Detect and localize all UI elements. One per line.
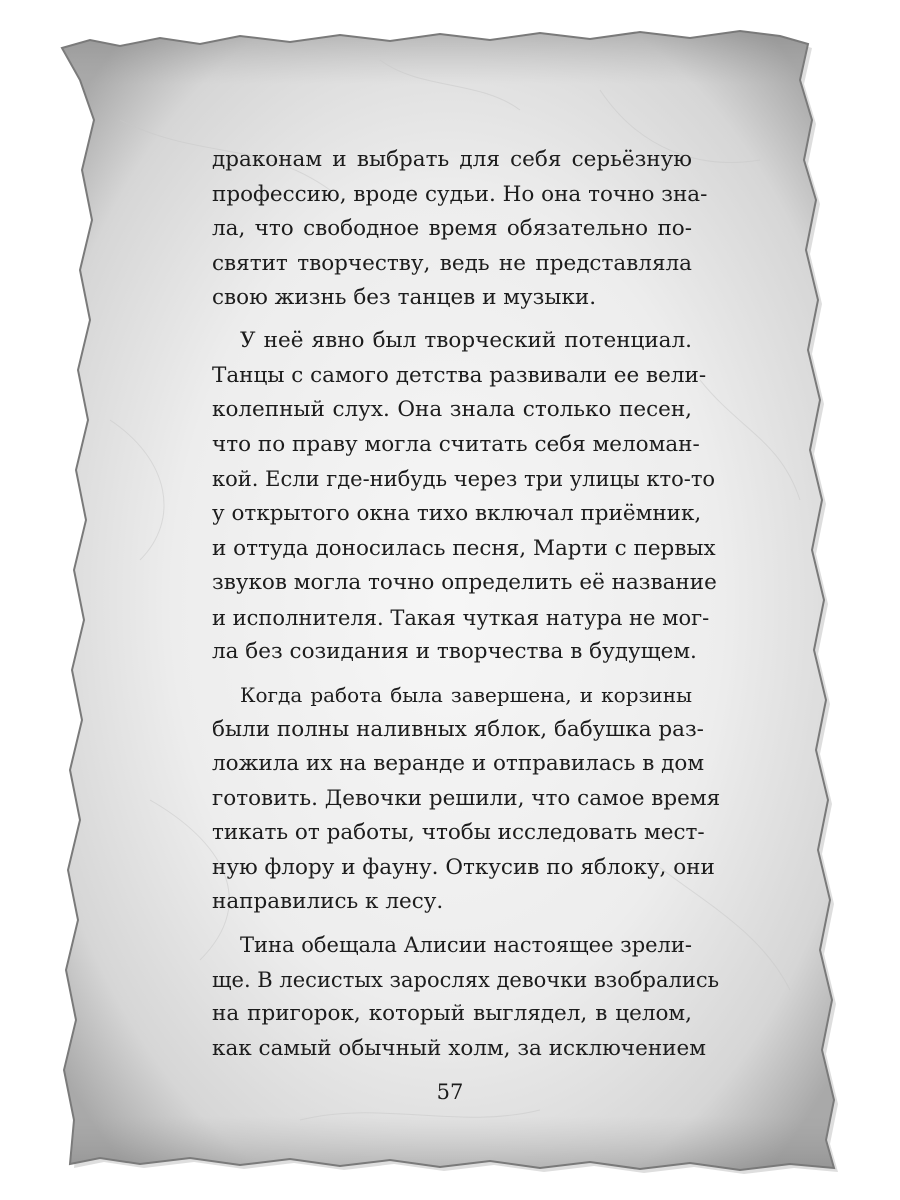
text-line: профессию, вроде судьи. Но она точно зна- xyxy=(212,181,708,207)
page-number: 57 xyxy=(436,1080,464,1104)
text-line: ще. В лесистых зарослях девочки взобрались xyxy=(212,967,720,992)
paragraph-3 xyxy=(212,678,721,920)
paragraph-4 xyxy=(212,928,720,1066)
text-line: как самый обычный холм, за исключением xyxy=(212,1035,706,1061)
paragraph-1 xyxy=(212,143,708,316)
text-line: У неё явно был творческий потенциал. xyxy=(240,327,692,353)
text-line: у открытого окна тихо включал приёмник, xyxy=(212,500,702,526)
text-line: святит творчеству, ведь не представляла xyxy=(212,250,692,276)
text-line: тикать от работы, чтобы исследовать мест- xyxy=(212,820,705,846)
text-line: ложила их на веранде и отправилась в дом xyxy=(212,751,705,777)
text-line: свою жизнь без танцев и музыки. xyxy=(212,285,597,311)
text-line: кой. Если где-нибудь через три улицы кто-то xyxy=(212,467,716,492)
text-line: Тина обещала Алисии настоящее зрели- xyxy=(240,933,692,958)
text-line: были полны наливных яблок, бабушка раз- xyxy=(212,716,704,742)
text-line: ную флору и фауну. Откусив по яблоку, они xyxy=(212,854,715,880)
text-line: на пригорок, который выглядел, в целом, xyxy=(212,1001,692,1027)
text-line: драконам и выбрать для себя серьёзную xyxy=(212,147,692,172)
text-line: что по праву могла считать себя меломан- xyxy=(212,431,700,457)
text-line: направились к лесу. xyxy=(212,889,444,915)
body-text xyxy=(212,143,721,1074)
text-line: колепный слух. Она знала столько песен, xyxy=(212,397,692,423)
text-line: готовить. Девочки решили, что самое время xyxy=(212,785,721,811)
text-line: и исполнителя. Такая чуткая натура не мог- xyxy=(212,605,710,630)
text-line: ла без созидания и творчества в будущем. xyxy=(212,639,697,665)
text-line: ла, что свободное время обязательно по- xyxy=(212,216,692,242)
text-line: и оттуда доносилась песня, Марти с первых xyxy=(212,535,716,561)
text-line: Танцы с самого детства развивали ее вели- xyxy=(212,362,707,388)
text-line: звуков могла точно определить её название xyxy=(212,570,717,596)
paragraph-2 xyxy=(212,324,717,670)
text-line: Когда работа была завершена, и корзины xyxy=(240,682,692,707)
